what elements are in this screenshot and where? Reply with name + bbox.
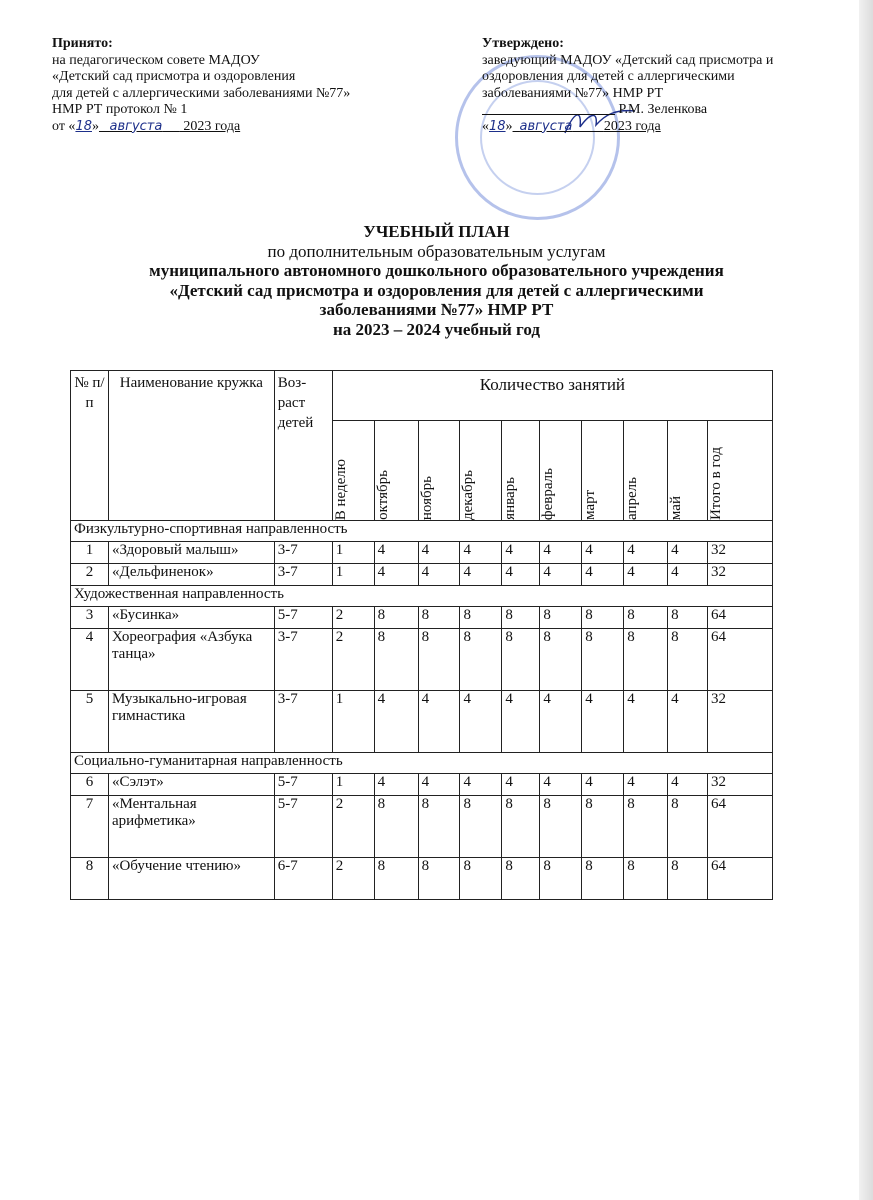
lesson-count: 4 [540, 564, 582, 586]
row-number: 2 [71, 564, 109, 586]
table-row [71, 858, 773, 900]
club-name: «Ментальная арифметика» [108, 796, 274, 858]
subcol-header-label: февраль [540, 467, 557, 520]
lesson-count: 4 [502, 542, 540, 564]
row-number: 5 [71, 691, 109, 753]
lesson-count: 8 [502, 629, 540, 691]
child-age: 6-7 [274, 858, 332, 900]
approved-line2: оздоровления для детей с аллергическими [482, 69, 735, 84]
section-title: Художественная направленность [71, 586, 773, 607]
accepted-line4: НМР РТ протокол № 1 [52, 102, 188, 117]
club-name: Хореография «Азбука танца» [108, 629, 274, 691]
section-row [71, 753, 773, 774]
approved-signer-line [482, 102, 842, 119]
subcol-header-label: В неделю [332, 458, 349, 520]
subcol-header-label: апрель [624, 477, 641, 520]
lesson-count: 4 [668, 691, 708, 753]
title-line1: УЧЕБНЫЙ ПЛАН [363, 222, 510, 241]
section-row [71, 521, 773, 542]
lesson-count: 8 [502, 607, 540, 629]
lesson-count: 1 [332, 774, 374, 796]
lesson-count: 8 [418, 796, 460, 858]
accepted-line1: на педагогическом совете МАДОУ [52, 52, 260, 68]
accepted-title: Принято: [52, 36, 113, 51]
table-row [71, 629, 773, 691]
lesson-count: 4 [502, 691, 540, 753]
subcol-header-label: январь [502, 477, 519, 520]
lesson-count: 8 [668, 629, 708, 691]
header-approved [482, 36, 842, 135]
document-title [60, 222, 813, 339]
table-row [71, 796, 773, 858]
lesson-count: 2 [332, 607, 374, 629]
approved-date-day: 18 [489, 118, 506, 134]
subcol-header [624, 421, 668, 521]
accepted-date: от «18» августа 2023 года [52, 118, 241, 134]
subcol-header-label: май [668, 495, 685, 520]
subcol-header [708, 421, 773, 521]
club-name: «Бусинка» [108, 607, 274, 629]
subcol-header [332, 421, 374, 521]
subcol-header [502, 421, 540, 521]
section-title: Социально-гуманитарная направленность [71, 753, 773, 774]
club-name: «Обучение чтению» [108, 858, 274, 900]
lesson-count: 4 [460, 542, 502, 564]
approved-signer: Р.М. Зеленкова [618, 102, 708, 117]
lesson-count: 64 [708, 607, 773, 629]
lesson-count: 8 [582, 607, 624, 629]
lesson-count: 32 [708, 774, 773, 796]
lesson-count: 8 [460, 607, 502, 629]
table-row [71, 564, 773, 586]
table-row [71, 607, 773, 629]
child-age: 3-7 [274, 542, 332, 564]
lesson-count: 32 [708, 564, 773, 586]
lesson-count: 4 [624, 774, 668, 796]
lesson-count: 1 [332, 542, 374, 564]
lesson-count: 8 [668, 607, 708, 629]
club-name: «Сэлэт» [108, 774, 274, 796]
lesson-count: 32 [708, 542, 773, 564]
lesson-count: 4 [460, 774, 502, 796]
lesson-count: 4 [418, 774, 460, 796]
row-number: 6 [71, 774, 109, 796]
lesson-count: 8 [418, 858, 460, 900]
subcol-header [540, 421, 582, 521]
club-name: «Дельфиненок» [108, 564, 274, 586]
lesson-count: 8 [460, 796, 502, 858]
lesson-count: 8 [624, 796, 668, 858]
row-number: 3 [71, 607, 109, 629]
lesson-count: 8 [418, 629, 460, 691]
page-edge [859, 0, 873, 1200]
subcol-header-label: март [582, 490, 599, 520]
lesson-count: 8 [668, 796, 708, 858]
lesson-count: 4 [582, 542, 624, 564]
row-number: 8 [71, 858, 109, 900]
row-number: 1 [71, 542, 109, 564]
lesson-count: 1 [332, 564, 374, 586]
lesson-count: 4 [374, 564, 418, 586]
accepted-line2: «Детский сад присмотра и оздоровления [52, 69, 296, 84]
title-line4: «Детский сад присмотра и оздоровления для детей с аллергическими [169, 280, 704, 300]
lesson-count: 32 [708, 691, 773, 753]
section-row [71, 586, 773, 607]
approved-title: Утверждено: [482, 36, 564, 51]
lesson-count: 8 [540, 858, 582, 900]
lesson-count: 8 [540, 796, 582, 858]
lesson-count: 8 [502, 796, 540, 858]
subcol-header [668, 421, 708, 521]
section-title: Физкультурно-спортивная направленность [71, 521, 773, 542]
col-age-header: Воз-раст детей [274, 371, 332, 521]
lesson-count: 4 [582, 691, 624, 753]
lesson-count: 4 [418, 542, 460, 564]
lesson-count: 2 [332, 858, 374, 900]
approved-date: «18» августа 2023 года [482, 118, 661, 134]
lesson-count: 8 [582, 858, 624, 900]
lesson-count: 4 [624, 542, 668, 564]
subcol-header [582, 421, 624, 521]
title-line2: по дополнительным образовательным услугам [267, 241, 606, 261]
lesson-count: 4 [624, 564, 668, 586]
lesson-count: 4 [374, 774, 418, 796]
child-age: 3-7 [274, 629, 332, 691]
lesson-count: 8 [668, 858, 708, 900]
lesson-count: 8 [374, 796, 418, 858]
lesson-count: 4 [668, 774, 708, 796]
table-body [71, 521, 773, 900]
subcol-header [460, 421, 502, 521]
club-name: Музыкально-игровая гимнастика [108, 691, 274, 753]
lesson-count: 8 [624, 858, 668, 900]
lesson-count: 4 [540, 691, 582, 753]
approved-line1: заведующий МАДОУ «Детский сад присмотра и [482, 52, 774, 68]
lesson-count: 4 [418, 691, 460, 753]
subcol-header [418, 421, 460, 521]
lesson-count: 2 [332, 796, 374, 858]
lesson-count: 8 [624, 607, 668, 629]
lesson-count: 4 [582, 564, 624, 586]
row-number: 4 [71, 629, 109, 691]
lesson-count: 2 [332, 629, 374, 691]
lesson-count: 4 [502, 564, 540, 586]
lesson-count: 4 [624, 691, 668, 753]
lesson-count: 4 [460, 564, 502, 586]
subcol-header-label: Итого в год [708, 446, 725, 520]
lesson-count: 4 [460, 691, 502, 753]
col-number-header: № п/п [71, 371, 109, 521]
child-age: 3-7 [274, 691, 332, 753]
lesson-count: 8 [540, 607, 582, 629]
lesson-count: 4 [668, 564, 708, 586]
child-age: 5-7 [274, 796, 332, 858]
lesson-count: 4 [502, 774, 540, 796]
col-name-header: Наименование кружка [108, 371, 274, 521]
lesson-count: 4 [418, 564, 460, 586]
table-row [71, 774, 773, 796]
accepted-line3: для детей с аллергическими заболеваниями №77» [52, 85, 351, 101]
lesson-count: 64 [708, 858, 773, 900]
lesson-count: 4 [582, 774, 624, 796]
lesson-count: 8 [624, 629, 668, 691]
lesson-count: 8 [540, 629, 582, 691]
header-accepted [52, 36, 472, 135]
title-line3: муниципального автономного дошкольного образовательного учреждения [149, 261, 724, 280]
approved-line3: заболеваниями №77» НМР РТ [482, 85, 664, 101]
row-number: 7 [71, 796, 109, 858]
lesson-count: 4 [540, 774, 582, 796]
lesson-count: 8 [460, 629, 502, 691]
club-name: «Здоровый малыш» [108, 542, 274, 564]
lesson-count: 8 [502, 858, 540, 900]
lesson-count: 8 [374, 858, 418, 900]
accepted-date-day: 18 [75, 118, 92, 134]
lesson-count: 8 [582, 629, 624, 691]
lesson-count: 4 [668, 542, 708, 564]
lesson-count: 8 [418, 607, 460, 629]
child-age: 5-7 [274, 607, 332, 629]
title-line6: на 2023 – 2024 учебный год [333, 319, 540, 339]
table-row [71, 542, 773, 564]
lesson-count: 8 [460, 858, 502, 900]
approved-date-month: августа [519, 118, 573, 134]
curriculum-table [70, 370, 773, 900]
subcol-header-label: декабрь [460, 470, 477, 520]
lesson-count: 4 [374, 691, 418, 753]
lesson-count: 4 [374, 542, 418, 564]
subcol-header-label: ноябрь [418, 475, 435, 520]
lesson-count: 64 [708, 796, 773, 858]
lesson-count: 1 [332, 691, 374, 753]
subcol-header-label: октябрь [374, 470, 391, 520]
child-age: 5-7 [274, 774, 332, 796]
child-age: 3-7 [274, 564, 332, 586]
title-line5: заболеваниями №77» НМР РТ [319, 300, 554, 319]
col-lessons-header: Количество занятий [332, 371, 772, 421]
table-row [71, 691, 773, 753]
lesson-count: 8 [374, 607, 418, 629]
lesson-count: 8 [582, 796, 624, 858]
lesson-count: 4 [540, 542, 582, 564]
subcol-header [374, 421, 418, 521]
lesson-count: 64 [708, 629, 773, 691]
accepted-date-month: августа [109, 118, 163, 134]
lesson-count: 8 [374, 629, 418, 691]
